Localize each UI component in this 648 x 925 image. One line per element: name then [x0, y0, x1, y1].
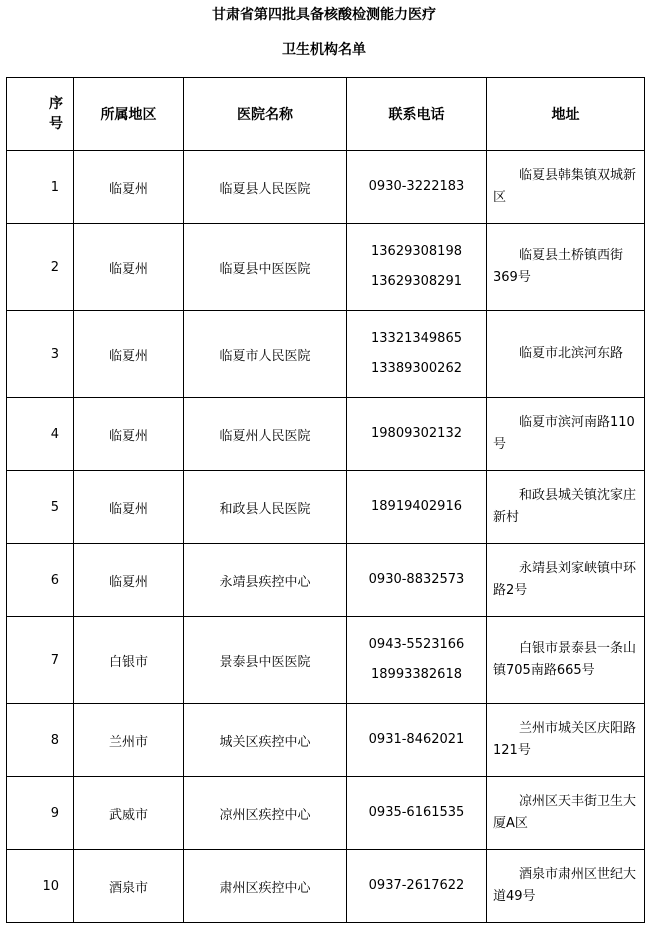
- cell-seq: 5: [7, 471, 74, 544]
- table-row: [7, 398, 645, 471]
- cell-region: 临夏州: [74, 398, 184, 471]
- table-row: [7, 850, 645, 923]
- phone-number: 13321349865: [371, 331, 462, 346]
- cell-phone: [347, 617, 487, 704]
- table-body: [7, 151, 645, 923]
- phone-number: 13389300262: [371, 361, 462, 376]
- header-seq: [7, 78, 74, 151]
- cell-hospital: 景泰县中医医院: [184, 617, 347, 704]
- cell-seq: 8: [7, 704, 74, 777]
- header-region: 所属地区: [74, 78, 184, 151]
- cell-phone: [347, 224, 487, 311]
- phone-number: 19809302132: [371, 426, 462, 441]
- cell-hospital: 和政县人民医院: [184, 471, 347, 544]
- cell-hospital: 城关区疾控中心: [184, 704, 347, 777]
- cell-hospital: 临夏州人民医院: [184, 398, 347, 471]
- cell-address: 兰州市城关区庆阳路121号: [487, 704, 645, 777]
- cell-hospital: 肃州区疾控中心: [184, 850, 347, 923]
- cell-phone: [347, 398, 487, 471]
- phone-number: 18993382618: [371, 667, 462, 682]
- cell-hospital: 临夏市人民医院: [184, 311, 347, 398]
- table-row: [7, 224, 645, 311]
- table-row: [7, 311, 645, 398]
- header-seq-bottom: 号: [49, 116, 63, 132]
- cell-region: 武威市: [74, 777, 184, 850]
- phone-number: 13629308291: [371, 274, 462, 289]
- table-row: [7, 777, 645, 850]
- cell-region: 白银市: [74, 617, 184, 704]
- cell-address: 酒泉市肃州区世纪大道49号: [487, 850, 645, 923]
- table-row: [7, 704, 645, 777]
- cell-address: 凉州区天丰街卫生大厦A区: [487, 777, 645, 850]
- cell-region: 兰州市: [74, 704, 184, 777]
- header-address: 地址: [487, 78, 645, 151]
- cell-hospital: 凉州区疾控中心: [184, 777, 347, 850]
- phone-number: 0943-5523166: [368, 637, 465, 652]
- cell-phone: [347, 311, 487, 398]
- document-title-line2: 卫生机构名单: [282, 42, 366, 58]
- table-row: [7, 617, 645, 704]
- phone-number: 0935-6161535: [368, 805, 465, 820]
- cell-phone: [347, 850, 487, 923]
- cell-phone: [347, 777, 487, 850]
- phone-number: 0930-3222183: [368, 179, 465, 194]
- cell-address: 和政县城关镇沈家庄新村: [487, 471, 645, 544]
- cell-phone: [347, 544, 487, 617]
- cell-seq: 1: [7, 151, 74, 224]
- cell-region: 酒泉市: [74, 850, 184, 923]
- cell-hospital: 永靖县疾控中心: [184, 544, 347, 617]
- cell-address: 白银市景泰县一条山镇705南路665号: [487, 617, 645, 704]
- cell-seq: 2: [7, 224, 74, 311]
- table-row: [7, 544, 645, 617]
- phone-number: 18919402916: [371, 499, 462, 514]
- table-header-row: [7, 78, 645, 151]
- cell-region: 临夏州: [74, 224, 184, 311]
- cell-region: 临夏州: [74, 311, 184, 398]
- phone-number: 0937-2617622: [368, 878, 465, 893]
- cell-seq: 4: [7, 398, 74, 471]
- institution-table: [6, 77, 645, 923]
- cell-seq: 10: [7, 850, 74, 923]
- cell-region: 临夏州: [74, 544, 184, 617]
- cell-hospital: 临夏县人民医院: [184, 151, 347, 224]
- cell-phone: [347, 704, 487, 777]
- cell-seq: 6: [7, 544, 74, 617]
- cell-address: 临夏县土桥镇西街369号: [487, 224, 645, 311]
- cell-address: 永靖县刘家峡镇中环路2号: [487, 544, 645, 617]
- cell-address: 临夏市北滨河东路: [487, 311, 645, 398]
- cell-phone: [347, 471, 487, 544]
- cell-seq: 7: [7, 617, 74, 704]
- table-row: [7, 471, 645, 544]
- phone-number: 0930-8832573: [368, 572, 465, 587]
- phone-number: 0931-8462021: [368, 732, 465, 747]
- cell-seq: 9: [7, 777, 74, 850]
- document-title-line1: 甘肃省第四批具备核酸检测能力医疗: [212, 7, 436, 23]
- cell-phone: [347, 151, 487, 224]
- header-phone: 联系电话: [347, 78, 487, 151]
- header-seq-top: 序: [49, 96, 63, 112]
- cell-address: 临夏市滨河南路110号: [487, 398, 645, 471]
- cell-hospital: 临夏县中医医院: [184, 224, 347, 311]
- phone-number: 13629308198: [371, 244, 462, 259]
- header-hospital: 医院名称: [184, 78, 347, 151]
- cell-region: 临夏州: [74, 151, 184, 224]
- cell-seq: 3: [7, 311, 74, 398]
- table-row: [7, 151, 645, 224]
- cell-address: 临夏县韩集镇双城新区: [487, 151, 645, 224]
- cell-region: 临夏州: [74, 471, 184, 544]
